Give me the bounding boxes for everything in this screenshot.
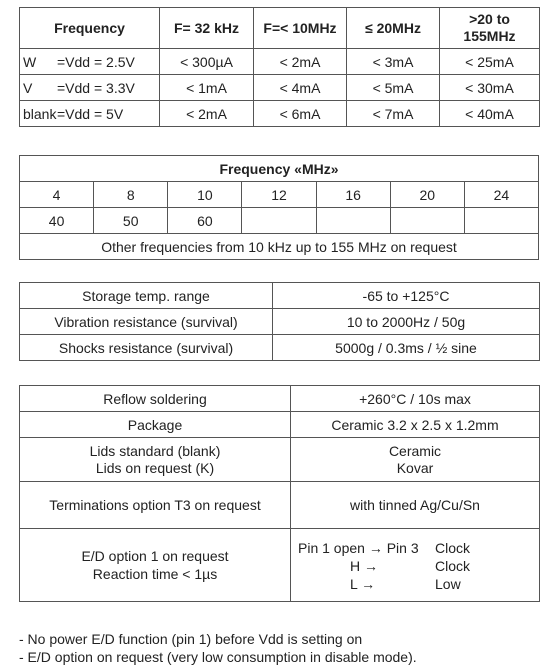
table-cell: < 1mA [160, 75, 254, 101]
table-cell: < 25mA [440, 49, 540, 75]
lids-label-line1: Lids standard (blank) [89, 442, 221, 459]
pin-line1-right: Clock [435, 540, 471, 556]
row-label [20, 49, 160, 75]
header-32khz: F= 32 kHz [160, 8, 254, 49]
table-cell: < 300µA [160, 49, 254, 75]
header-155mhz-line2: 155MHz [463, 28, 516, 44]
row-value: 5000g / 0.3ms / ½ sine [273, 335, 540, 361]
lids-value-line1: Ceramic [388, 442, 442, 459]
table-cell: < 40mA [440, 101, 540, 127]
table-cell: 4 [20, 182, 94, 208]
package-value: Ceramic 3.2 x 2.5 x 1.2mm [291, 412, 540, 438]
table-cell: < 5mA [347, 75, 440, 101]
table-row [20, 482, 540, 529]
row-code: V [23, 79, 33, 96]
ed-label-line1: E/D option 1 on request [81, 548, 229, 564]
row-code: W [23, 53, 37, 70]
row-code: blank [23, 105, 57, 122]
table-row [20, 529, 540, 602]
row-label: Storage temp. range [20, 283, 273, 309]
terminations-label: Terminations option T3 on request [20, 482, 291, 529]
environment-table [19, 282, 540, 361]
table-row [20, 283, 540, 309]
table-cell [390, 208, 464, 234]
table-cell: 8 [94, 182, 168, 208]
row-vdd: =Vdd = 2.5V [57, 53, 135, 70]
row-label: Vibration resistance (survival) [20, 309, 273, 335]
table-header-row [20, 8, 540, 49]
footnote: - No power E/D function (pin 1) before Vdd is setting on [19, 631, 363, 647]
table-row [20, 75, 540, 101]
table-cell [242, 208, 316, 234]
table-cell: < 30mA [440, 75, 540, 101]
pin-line1-left: Pin 1 open → Pin 3 [298, 540, 419, 556]
pin-line3-left: L → [350, 576, 376, 592]
table-cell: 10 [168, 182, 242, 208]
ed-label [20, 529, 291, 602]
table-footer-row [20, 234, 539, 260]
table-row [20, 386, 540, 412]
table-cell: 12 [242, 182, 316, 208]
pin-line3-right: Low [435, 576, 461, 592]
mechanical-table [19, 385, 540, 602]
table-row [20, 335, 540, 361]
frequency-table [19, 155, 539, 260]
footnotes [19, 630, 417, 666]
row-vdd: =Vdd = 3.3V [57, 79, 135, 96]
pin-line2-right: Clock [435, 558, 471, 574]
terminations-value: with tinned Ag/Cu/Sn [291, 482, 540, 529]
lids-value [291, 438, 540, 482]
ed-label-line2: Reaction time < 1µs [92, 566, 218, 582]
table-cell [464, 208, 538, 234]
power-consumption-table [19, 7, 540, 127]
reflow-label: Reflow soldering [20, 386, 291, 412]
row-vdd: =Vdd = 5V [57, 105, 124, 122]
header-155mhz [440, 8, 540, 49]
table-row [20, 49, 540, 75]
table-cell: < 6mA [254, 101, 347, 127]
row-value: -65 to +125°C [273, 283, 540, 309]
header-155mhz-line1: >20 to [469, 11, 510, 27]
lids-label-line2: Lids on request (K) [95, 459, 215, 476]
header-10mhz: F=< 10MHz [254, 8, 347, 49]
table-cell: < 3mA [347, 49, 440, 75]
table-cell: 50 [94, 208, 168, 234]
table-cell: < 2mA [254, 49, 347, 75]
table-row [20, 208, 539, 234]
footnote: - E/D option on request (very low consumption in disable mode). [19, 649, 417, 665]
table-cell: < 2mA [160, 101, 254, 127]
row-value: 10 to 2000Hz / 50g [273, 309, 540, 335]
table-cell: < 7mA [347, 101, 440, 127]
ed-value [291, 529, 540, 602]
pin-line2-left: H → [350, 558, 378, 574]
table-row [20, 101, 540, 127]
table-row [20, 182, 539, 208]
header-20mhz: ≤ 20MHz [347, 8, 440, 49]
table-cell: < 4mA [254, 75, 347, 101]
reflow-value: +260°C / 10s max [291, 386, 540, 412]
table-title-row [20, 156, 539, 182]
table-row [20, 309, 540, 335]
lids-value-line2: Kovar [396, 459, 434, 476]
row-label [20, 75, 160, 101]
lids-label [20, 438, 291, 482]
table-cell: 60 [168, 208, 242, 234]
row-label: Shocks resistance (survival) [20, 335, 273, 361]
table-cell: 40 [20, 208, 94, 234]
table-row [20, 412, 540, 438]
table-row [20, 438, 540, 482]
frequency-footer: Other frequencies from 10 kHz up to 155 MHz on request [20, 234, 539, 260]
table-cell: 24 [464, 182, 538, 208]
pin-truth-table [291, 537, 539, 593]
table-cell [316, 208, 390, 234]
row-label [20, 101, 160, 127]
table-cell: 16 [316, 182, 390, 208]
package-label: Package [20, 412, 291, 438]
table-cell: 20 [390, 182, 464, 208]
frequency-title: Frequency «MHz» [20, 156, 539, 182]
header-frequency: Frequency [20, 8, 160, 49]
